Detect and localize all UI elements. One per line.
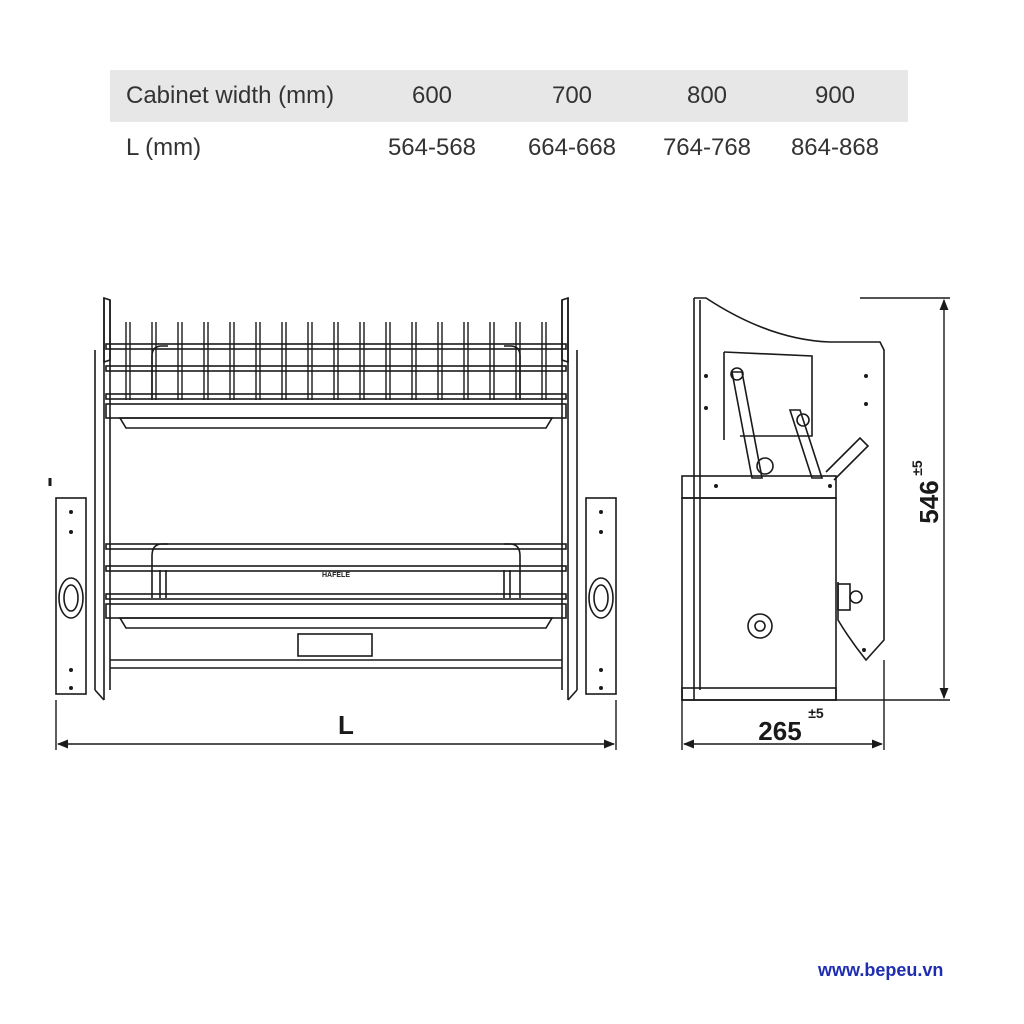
- header-cell: 900: [814, 82, 856, 109]
- table-cell: 864-868: [790, 134, 880, 161]
- header-cell: 600: [411, 82, 453, 109]
- height-value: 546: [914, 480, 944, 524]
- height-tolerance: ±5: [909, 460, 925, 476]
- front-view-screws: [69, 510, 603, 690]
- side-view: [682, 298, 884, 700]
- depth-tolerance: ±5: [808, 705, 824, 721]
- width-dimension-line: [56, 700, 616, 750]
- length-label: L (mm): [126, 134, 202, 161]
- cabinet-width-label: Cabinet width (mm): [126, 82, 335, 109]
- table-cell: 564-568: [387, 134, 477, 161]
- depth-value: 265: [758, 716, 802, 746]
- header-cell: 700: [551, 82, 593, 109]
- header-cell: 800: [686, 82, 728, 109]
- table-cell: 764-768: [662, 134, 752, 161]
- height-label-group: [909, 460, 944, 524]
- table-cell: 664-668: [527, 134, 617, 161]
- brand-plate-text: HÄFELE: [322, 572, 350, 579]
- front-view: [50, 298, 616, 700]
- upper-basket-posts: [126, 322, 546, 400]
- width-label: L: [338, 710, 354, 740]
- website-link[interactable]: www.bepeu.vn: [818, 960, 944, 980]
